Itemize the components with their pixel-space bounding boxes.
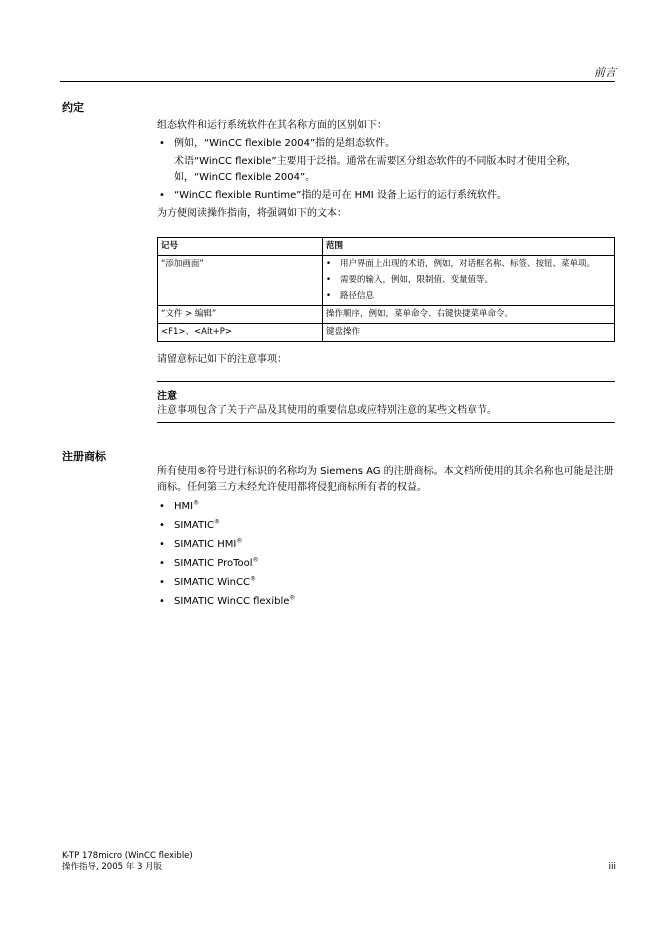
table-cell-notation: <F1>、<Alt+P> [158,324,323,342]
conventions-table [157,237,615,342]
list-item: • SIMATIC WinCC® [157,575,615,591]
list-item: • “WinCC flexible Runtime”指的是可在 HMI 设备上运行的运行系统软件。 [157,188,615,204]
conventions-bullet-list-2 [157,188,615,204]
list-item: • 用户界面上出现的术语，例如，对话框名称、标签、按钮、菜单项。 [326,258,611,271]
note-text: 注意事项包含了关于产品及其使用的重要信息或应特别注意的某些文档章节。 [157,405,497,416]
table-cell-notation: “添加画面” [158,256,323,306]
list-item: • 路径信息 [326,290,611,303]
table-cell-scope: 操作顺序，例如，菜单命令、右键快捷菜单命令。 [323,306,615,324]
trademarks-text: 所有使用®符号进行标识的名称均为 Siemens AG 的注册商标。本文档所使用的其余名称也可能是注册商标。任何第三方未经允许使用都将侵犯商标所有者的权益。 [157,466,614,493]
note-title: 注意 [157,391,177,402]
table-header-scope: 范围 [323,238,615,256]
note-top-rule [157,381,615,382]
conventions-intro: 组态软件和运行系统软件在其名称方面的区别如下： [157,120,387,131]
table-header-row [158,238,615,256]
page-number: iii [608,862,616,872]
table-row [158,324,615,342]
note-intro: 请留意标记如下的注意事项： [157,354,287,365]
section-title-trademarks: 注册商标 [62,450,106,463]
list-item: • 例如，“WinCC flexible 2004”指的是组态软件。 [157,136,615,152]
table-intro: 为方便阅读操作指南，将强调如下的文本： [157,208,347,219]
header-divider [60,81,615,82]
table-header-notation: 记号 [158,238,323,256]
table-row [158,256,615,306]
running-header-title: 前言 [594,66,616,79]
table-row [158,306,615,324]
list-item: • SIMATIC ProTool® [157,556,615,572]
conventions-bullet-list [157,136,615,152]
table-cell-scope: 键盘操作 [323,324,615,342]
table-cell-scope [323,256,615,306]
list-item: • 需要的输入，例如，限制值、变量值等。 [326,274,611,287]
conventions-bullet1-note: 术语“WinCC flexible”主要用于泛指。通常在需要区分组态软件的不同版本时才使用全称，如，“WinCC flexible 2004”。 [174,156,577,183]
footer-edition: 操作指导, 2005 年 3 月版 [62,862,163,872]
note-bottom-rule [157,422,615,423]
table-cell-notation: “文件 > 编辑” [158,306,323,324]
list-item: • SIMATIC WinCC flexible® [157,594,615,610]
list-item: • SIMATIC HMI® [157,537,615,553]
list-item: • SIMATIC® [157,518,615,534]
section-title-conventions: 约定 [62,101,84,114]
footer-doc-title: K-TP 178micro (WinCC flexible) [62,851,193,861]
trademark-list [157,499,615,610]
list-item: • HMI® [157,499,615,515]
